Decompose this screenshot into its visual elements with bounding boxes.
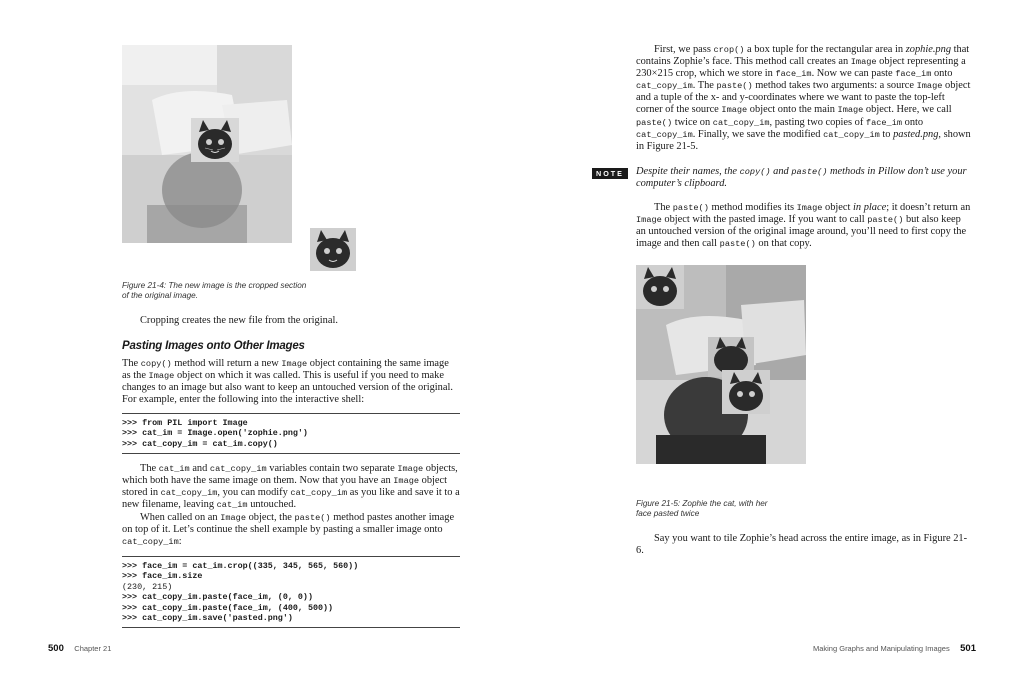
inline-code: cat_copy_im	[290, 488, 348, 499]
inline-code: cat_im	[158, 464, 190, 474]
text-run: to	[879, 128, 894, 140]
para-crop-explanation	[636, 44, 972, 153]
text-run: The	[654, 202, 673, 213]
text-run: methods in Pillow don’t use your computer’s clipboard.	[636, 166, 967, 190]
page-number-501: 501	[960, 643, 976, 654]
text-run: object	[822, 202, 854, 213]
text-run: and	[770, 166, 792, 177]
text-run: :	[178, 536, 182, 548]
inline-code: cat_copy_im	[636, 129, 693, 140]
text-run: object. Here, we call	[863, 104, 952, 116]
text-run: method will return a new	[171, 358, 282, 369]
inline-code: cat_copy_im	[160, 488, 218, 499]
inline-code: Image	[148, 371, 175, 382]
text-run: The	[140, 463, 159, 474]
inline-code: copy()	[140, 359, 172, 369]
inline-code: paste()	[294, 513, 331, 523]
footer-title: Making Graphs and Manipulating Images	[812, 644, 950, 653]
chapter-label: Chapter 21	[74, 644, 112, 653]
para-in-place	[636, 202, 972, 250]
inline-code: Image	[721, 105, 748, 116]
text-run: onto	[931, 68, 953, 80]
text-run: object with the pasted image. If you want to call	[661, 214, 868, 226]
inline-code: cat_copy_im	[122, 537, 179, 548]
text-run: method takes two arguments: a source	[752, 80, 917, 92]
code-line: >>> cat_copy_im = cat_im.copy()	[122, 438, 278, 449]
figure-21-5-caption-line2: face pasted twice	[636, 509, 700, 519]
inline-code: Image	[281, 359, 308, 369]
inline-code: paste()	[672, 203, 709, 213]
code-line: >>> cat_copy_im.paste(face_im, (0, 0))	[122, 592, 313, 603]
text-run: object representing a 230×215 crop, which we store in	[636, 56, 966, 80]
code-block-1	[122, 413, 460, 454]
cropped-face-region	[191, 118, 239, 162]
text-run: First, we pass	[654, 44, 714, 55]
text-run: but also keep an untouched version of the original image around, you’ll need to first copy the image and then call	[636, 214, 967, 250]
inline-code: cat_copy_im	[712, 117, 770, 128]
text-run: method modifies its	[708, 202, 797, 213]
text-run: on that copy.	[755, 238, 812, 250]
note-label: NOTE	[592, 168, 628, 179]
right-page	[512, 0, 1024, 677]
inline-code: paste()	[719, 239, 756, 250]
code-output-line: (230, 215)	[122, 581, 173, 592]
inline-code: Image	[916, 81, 943, 92]
text-run: untouched.	[247, 499, 297, 511]
inline-code: Image	[850, 57, 877, 68]
para-variables	[122, 463, 460, 511]
code-line: >>> face_im.size	[122, 571, 203, 582]
code-block-2	[122, 556, 460, 628]
inline-code: cat_im	[216, 500, 248, 511]
text-run: as you like and save it to a new filename, leaving	[122, 487, 460, 511]
italic-text: zophie.png	[905, 44, 952, 55]
inline-code: face_im	[775, 69, 812, 80]
inline-code: Image	[796, 203, 823, 213]
left-footer	[48, 643, 111, 654]
text-run: object onto the main	[747, 104, 838, 116]
text-run: onto	[902, 116, 924, 128]
cropped-face-image	[310, 228, 356, 271]
text-run: . Now we can paste	[811, 68, 896, 80]
inline-code: paste()	[716, 81, 753, 92]
text-run: , shown in Figure 21-5.	[636, 128, 971, 152]
inline-code: cat_copy_im	[209, 464, 267, 474]
text-run: object containing the same image as the	[122, 358, 449, 382]
text-run: . The	[692, 80, 717, 92]
inline-code: paste()	[867, 215, 904, 226]
inline-code: Image	[220, 513, 246, 523]
inline-code: Image	[636, 215, 662, 226]
figure-21-5-pasted-image	[636, 265, 806, 464]
text-run: object and a tuple of the x- and y-coordinates where we want to paste the top-left corner of the source	[636, 80, 971, 116]
right-footer	[813, 643, 976, 654]
text-run: object, the	[246, 512, 295, 523]
para-tile-head: Say you want to tile Zophie’s head across the entire image, as in Figure 21-6.	[636, 533, 968, 557]
code-line: >>> cat_copy_im.save('pasted.png')	[122, 613, 293, 624]
inline-code: paste()	[636, 117, 673, 128]
text-run: objects, which both have the same image on them. Now that you have an	[122, 463, 458, 487]
text-run: The	[122, 358, 141, 369]
figure-21-4-caption-line1: Figure 21-4: The new image is the cropped section	[122, 281, 307, 290]
inline-code: face_im	[895, 69, 932, 80]
text-run: When called on an	[140, 512, 221, 523]
text-run: ; it doesn’t return an	[886, 202, 971, 213]
text-run: and	[189, 463, 210, 474]
page-number-500: 500	[48, 643, 64, 654]
para-paste-method	[122, 512, 460, 548]
text-run: that contains Zophie’s face. This method call creates an	[636, 44, 970, 68]
text-run: Despite their names, the	[636, 166, 740, 177]
inline-code: Image	[837, 105, 864, 116]
inline-code: copy()	[739, 167, 771, 177]
figure-21-4-caption-line2: of the original image.	[122, 291, 199, 301]
inline-code: cat_copy_im	[636, 81, 693, 92]
section-heading: Pasting Images onto Other Images	[122, 340, 305, 352]
inline-code: Image	[393, 476, 420, 487]
code-line: >>> cat_im = Image.open('zophie.png')	[122, 428, 308, 439]
text-run: object stored in	[122, 475, 448, 499]
note-text	[636, 166, 972, 190]
text-run: . Finally, we save the modified	[692, 128, 824, 140]
para-cropping: Cropping creates the new file from the original.	[140, 315, 338, 326]
inline-code: paste()	[791, 167, 828, 177]
text-run: twice on	[672, 116, 713, 128]
text-run: method pastes another image on top of it. Let’s continue the shell example by pasting a smaller image onto	[122, 512, 455, 536]
italic-text: pasted.png	[893, 128, 939, 140]
figure-21-5-caption-line1: Figure 21-5: Zophie the cat, with her	[636, 499, 768, 508]
italic-text: in place	[853, 202, 887, 213]
code-line: >>> face_im = cat_im.crop((335, 345, 565, 560))	[122, 561, 359, 571]
code-line: >>> cat_copy_im.paste(face_im, (400, 500))	[122, 602, 334, 613]
text-run: object on which it was called. This is useful if you need to make changes to an image but also want to keep an untouched version of the original. For example, enter the following into the interactive shell:	[122, 370, 453, 406]
text-run: , you can modify	[217, 487, 291, 499]
code-line: >>> from PIL import Image	[122, 418, 248, 428]
inline-code: cat_copy_im	[823, 129, 880, 140]
text-run: variables contain two separate	[266, 463, 398, 474]
para-copy-method	[122, 358, 460, 406]
inline-code: Image	[397, 464, 424, 474]
inline-code: crop()	[713, 45, 745, 55]
text-run: a box tuple for the rectangular area in	[744, 44, 906, 55]
inline-code: face_im	[865, 117, 903, 128]
text-run: , pasting two copies of	[769, 116, 866, 128]
